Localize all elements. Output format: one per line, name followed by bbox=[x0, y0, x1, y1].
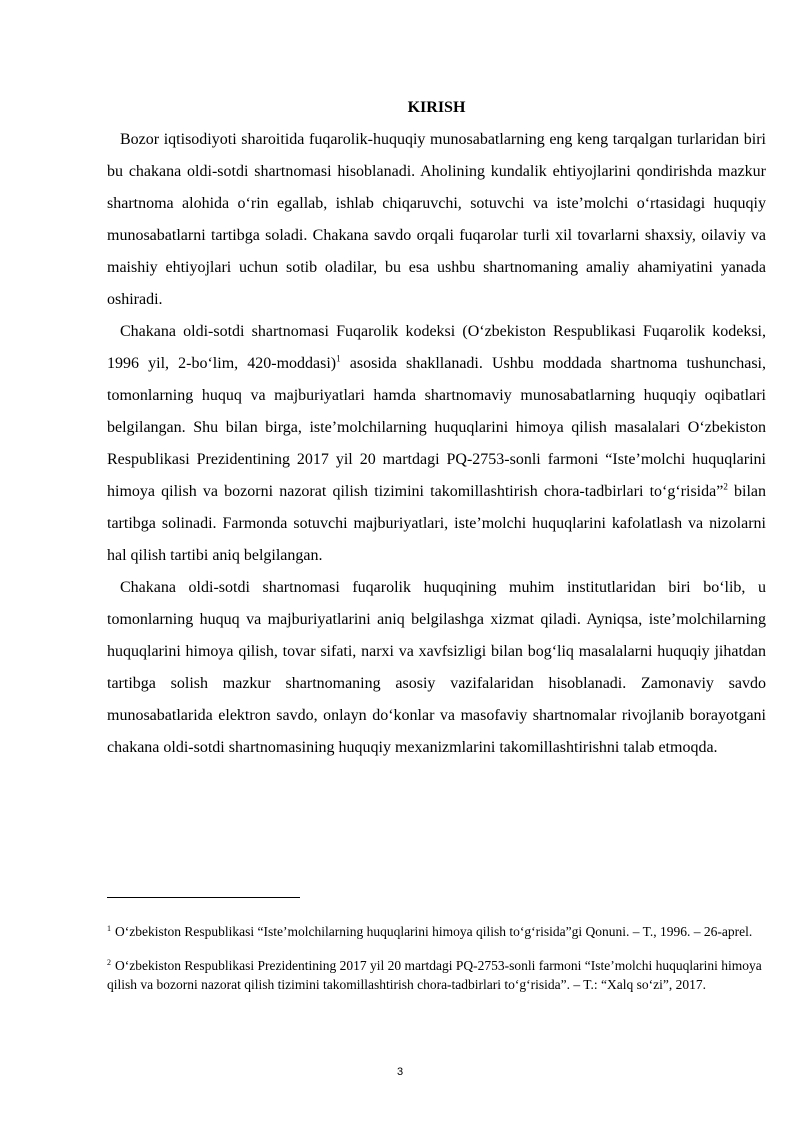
footnote-separator bbox=[107, 897, 300, 898]
footnote-1 bbox=[107, 922, 766, 941]
paragraph-2-part-2: asosida shakllanadi. Ushbu moddada shartnoma tushunchasi, tomonlarning huquq va majburiyatlari hamda shartnomaviy munosabatlarning huquqiy oqibatlari belgilangan. Shu bilan birga, iste’molchilarning huquqlarini himoya qilish masalalari O‘zbekiston Respublikasi Prezidentining 2017 yil 20 martdagi PQ-2753-sonli farmoni “Iste’molchi huquqlarini himoya qilish va bozorni nazorat qilish tizimini takomillashtirish chora-tadbirlari to‘g‘risida” bbox=[107, 355, 766, 500]
footnote-ref-2: 2 bbox=[723, 481, 728, 492]
footnotes bbox=[107, 922, 766, 1009]
body-text bbox=[107, 124, 766, 764]
paragraph-1: Bozor iqtisodiyoti sharoitida fuqarolik-huquqiy munosabatlarning eng keng tarqalgan turlaridan biri bu chakana oldi-sotdi shartnomasi hisoblanadi. Aholining kundalik ehtiyojlarini qondirishda mazkur shartnoma alohida o‘rin egallab, ishlab chiqaruvchi, sotuvchi va iste’molchi o‘rtasidagi huquqiy munosabatlarni tartibga soladi. Chakana savdo orqali fuqarolar turli xil tovarlarni shaxsiy, oilaviy va maishiy ehtiyojlari uchun sotib oladilar, bu esa ushbu shartnomaning amaliy ahamiyatini yanada oshiradi. bbox=[107, 131, 766, 308]
paragraph-2-part-3: bilan tartibga solinadi. Farmonda sotuvchi majburiyatlari, iste’molchi huquqlarini kafolatlash va nizolarni hal qilish tartibi aniq belgilangan. bbox=[107, 483, 766, 564]
footnote-ref-1: 1 bbox=[336, 353, 341, 364]
footnote-2-text: O‘zbekiston Respublikasi Prezidentining 2017 yil 20 martdagi PQ-2753-sonli farmoni “Iste’molchi huquqlarini himoya qilish va bozorni nazorat qilish tizimini takomillashtirish chora-tadbirlari to‘g‘risida”. – T.: “Xalq so‘zi”, 2017. bbox=[107, 958, 762, 992]
paragraph-2 bbox=[107, 316, 766, 572]
paragraph-3: Chakana oldi-sotdi shartnomasi fuqarolik huquqining muhim institutlaridan biri bo‘lib, u tomonlarning huquq va majburiyatlarini aniq belgilashga xizmat qiladi. Ayniqsa, iste’molchilarning huquqlarini himoya qilish, tovar sifati, narxi va xavfsizligi bilan bog‘liq masalalarni huquqiy jihatdan tartibga solish mazkur shartnomaning asosiy vazifalaridan hisoblanadi. Zamonaviy savdo munosabatlarida elektron savdo, onlayn do‘konlar va masofaviy shartnomalar rivojlanib borayotgani chakana oldi-sotdi shartnomasining huquqiy mexanizmlarini takomillashtirishni talab etmoqda. bbox=[107, 579, 766, 756]
footnote-2-number: 2 bbox=[107, 957, 111, 967]
footnote-2 bbox=[107, 956, 766, 994]
page-number: 3 bbox=[396, 1066, 404, 1078]
paragraph-2-part-1: Chakana oldi-sotdi shartnomasi Fuqarolik kodeksi (O‘zbekiston Respublikasi Fuqarolik kodeksi, 1996 yil, 2-bo‘lim, 420-moddasi) bbox=[107, 323, 766, 372]
footnote-1-text: O‘zbekiston Respublikasi “Iste’molchilarning huquqlarini himoya qilish to‘g‘risida”gi Qonuni. – T., 1996. – 26-aprel. bbox=[115, 924, 753, 939]
section-title: KIRISH bbox=[407, 99, 466, 116]
footnote-1-number: 1 bbox=[107, 923, 111, 933]
